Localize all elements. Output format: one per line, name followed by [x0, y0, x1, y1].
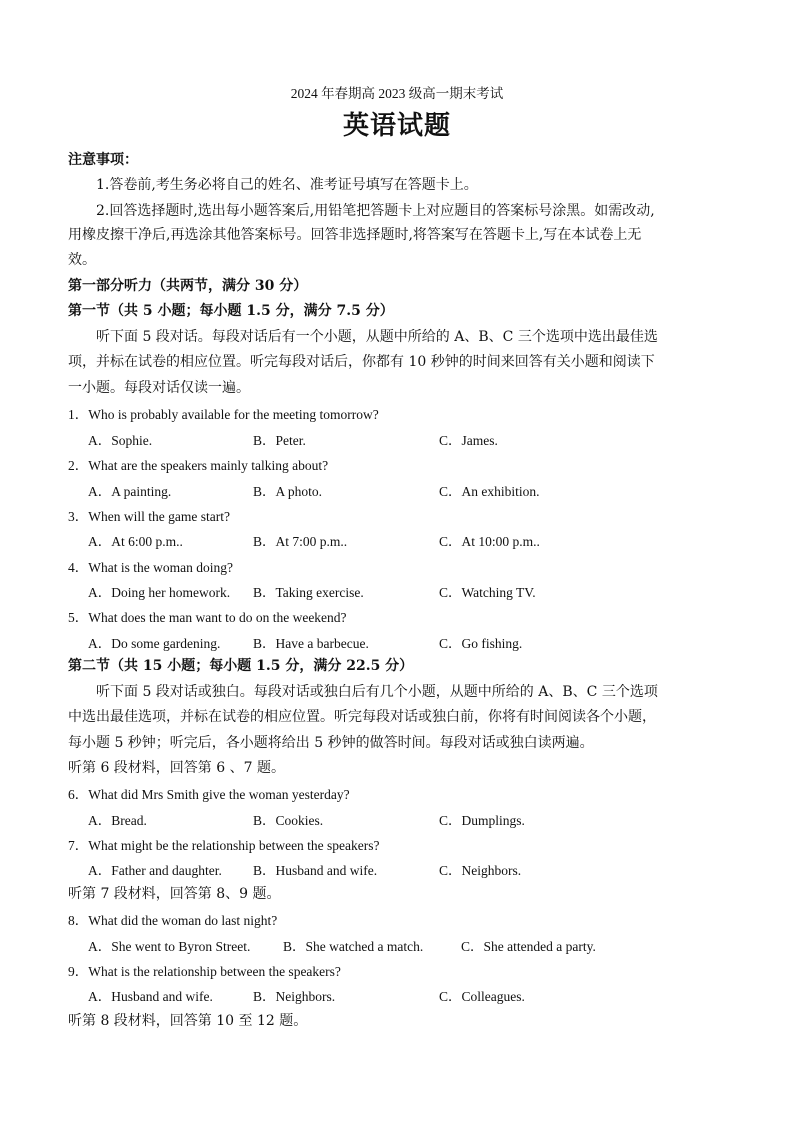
question-6-option-c: C．Dumplings.: [439, 813, 525, 828]
question-6: 6．What did Mrs Smith give the woman yesterday?: [68, 787, 350, 802]
section2-heading: 第二节（共 15 小题；每小题 1.5 分，满分 22.5 分）: [68, 658, 414, 674]
question-2: 2．What are the speakers mainly talking about?: [68, 458, 329, 473]
question-1-option-c: C．James.: [439, 433, 498, 448]
section2-instructions-line-2: 中选出最佳选项，并标在试卷的相应位置。听完每段对话或独白前，你将有时间阅读各个小题，: [68, 709, 656, 725]
question-4-option-b: B．Taking exercise.: [253, 585, 364, 600]
section1-instructions-line-2: 项，并标在试卷的相应位置。听完每段对话后，你都有 10 秒钟的时间来回答有关小题和阅读下: [68, 354, 655, 370]
question-9-option-c: C．Colleagues.: [439, 989, 525, 1004]
notes-item-2-line-1: 2.回答选择题时,选出每小题答案后,用铅笔把答题卡上对应题目的答案标号涂黑。如需改动,: [96, 203, 655, 219]
question-1-option-a: A．Sophie.: [88, 433, 153, 448]
question-5-option-b: B．Have a barbecue.: [253, 636, 369, 651]
question-5-option-c: C．Go fishing.: [439, 636, 523, 651]
notes-item-1: 1.答卷前,考生务必将自己的姓名、准考证号填写在答题卡上。: [96, 177, 478, 193]
question-8-option-c: C．She attended a party.: [461, 939, 596, 954]
section2-instructions-line-3: 每小题 5 秒钟；听完后，各小题将给出 5 秒钟的做答时间。每段对话或独白读两遍。: [68, 735, 594, 751]
exam-title: 英语试题: [342, 111, 451, 141]
question-8-option-a: A．She went to Byron Street.: [88, 939, 251, 954]
section2-instructions-line-1: 听下面 5 段对话或独白。每段对话或独白后有几个小题，从题中所给的 A、B、C 三个选项: [96, 684, 658, 700]
question-7: 7．What might be the relationship between the speakers?: [68, 838, 380, 853]
section1-instructions-line-3: 一小题。每段对话仅读一遍。: [68, 380, 250, 396]
question-2-option-b: B．A photo.: [253, 484, 323, 499]
group-6-heading: 听第 6 段材料，回答第 6 、7 题。: [68, 760, 285, 776]
question-2-option-c: C．An exhibition.: [439, 484, 540, 499]
question-4: 4．What is the woman doing?: [68, 560, 233, 575]
question-5-option-a: A．Do some gardening.: [88, 636, 221, 651]
question-5: 5．What does the man want to do on the weekend?: [68, 610, 347, 625]
question-4-option-c: C．Watching TV.: [439, 585, 536, 600]
notes-item-2-line-3: 效。: [68, 252, 96, 268]
question-1-option-b: B．Peter.: [253, 433, 306, 448]
group-8-heading: 听第 8 段材料，回答第 10 至 12 题。: [68, 1013, 308, 1029]
question-8: 8．What did the woman do last night?: [68, 913, 278, 928]
section1-instructions-line-1: 听下面 5 段对话。每段对话后有一个小题，从题中所给的 A、B、C 三个选项中选出最佳选: [96, 329, 658, 345]
question-3-option-a: A．At 6:00 p.m..: [88, 534, 183, 549]
question-9-option-b: B．Neighbors.: [253, 989, 336, 1004]
question-7-option-b: B．Husband and wife.: [253, 863, 378, 878]
question-8-option-b: B．She watched a match.: [283, 939, 424, 954]
question-7-option-a: A．Father and daughter.: [88, 863, 222, 878]
question-6-option-a: A．Bread.: [88, 813, 147, 828]
question-1: 1．Who is probably available for the meeting tomorrow?: [68, 407, 379, 422]
question-9-option-a: A．Husband and wife.: [88, 989, 213, 1004]
question-7-option-c: C．Neighbors.: [439, 863, 522, 878]
exam-subtitle: 2024 年春期高 2023 级高一期末考试: [290, 86, 504, 101]
notes-heading: 注意事项：: [68, 152, 138, 168]
question-4-option-a: A．Doing her homework.: [88, 585, 231, 600]
group-7-heading: 听第 7 段材料，回答第 8、9 题。: [68, 886, 281, 902]
notes-item-2-line-2: 用橡皮擦干净后,再选涂其他答案标号。回答非选择题时,将答案写在答题卡上,写在本试卷上无: [68, 227, 642, 243]
part1-heading: 第一部分听力（共两节，满分 30 分）: [68, 278, 308, 294]
question-3-option-b: B．At 7:00 p.m..: [253, 534, 348, 549]
question-2-option-a: A．A painting.: [88, 484, 172, 499]
question-9: 9．What is the relationship between the speakers?: [68, 964, 341, 979]
question-3: 3．When will the game start?: [68, 509, 230, 524]
question-6-option-b: B．Cookies.: [253, 813, 324, 828]
question-3-option-c: C．At 10:00 p.m..: [439, 534, 540, 549]
section1-heading: 第一节（共 5 小题；每小题 1.5 分，满分 7.5 分）: [68, 303, 394, 319]
